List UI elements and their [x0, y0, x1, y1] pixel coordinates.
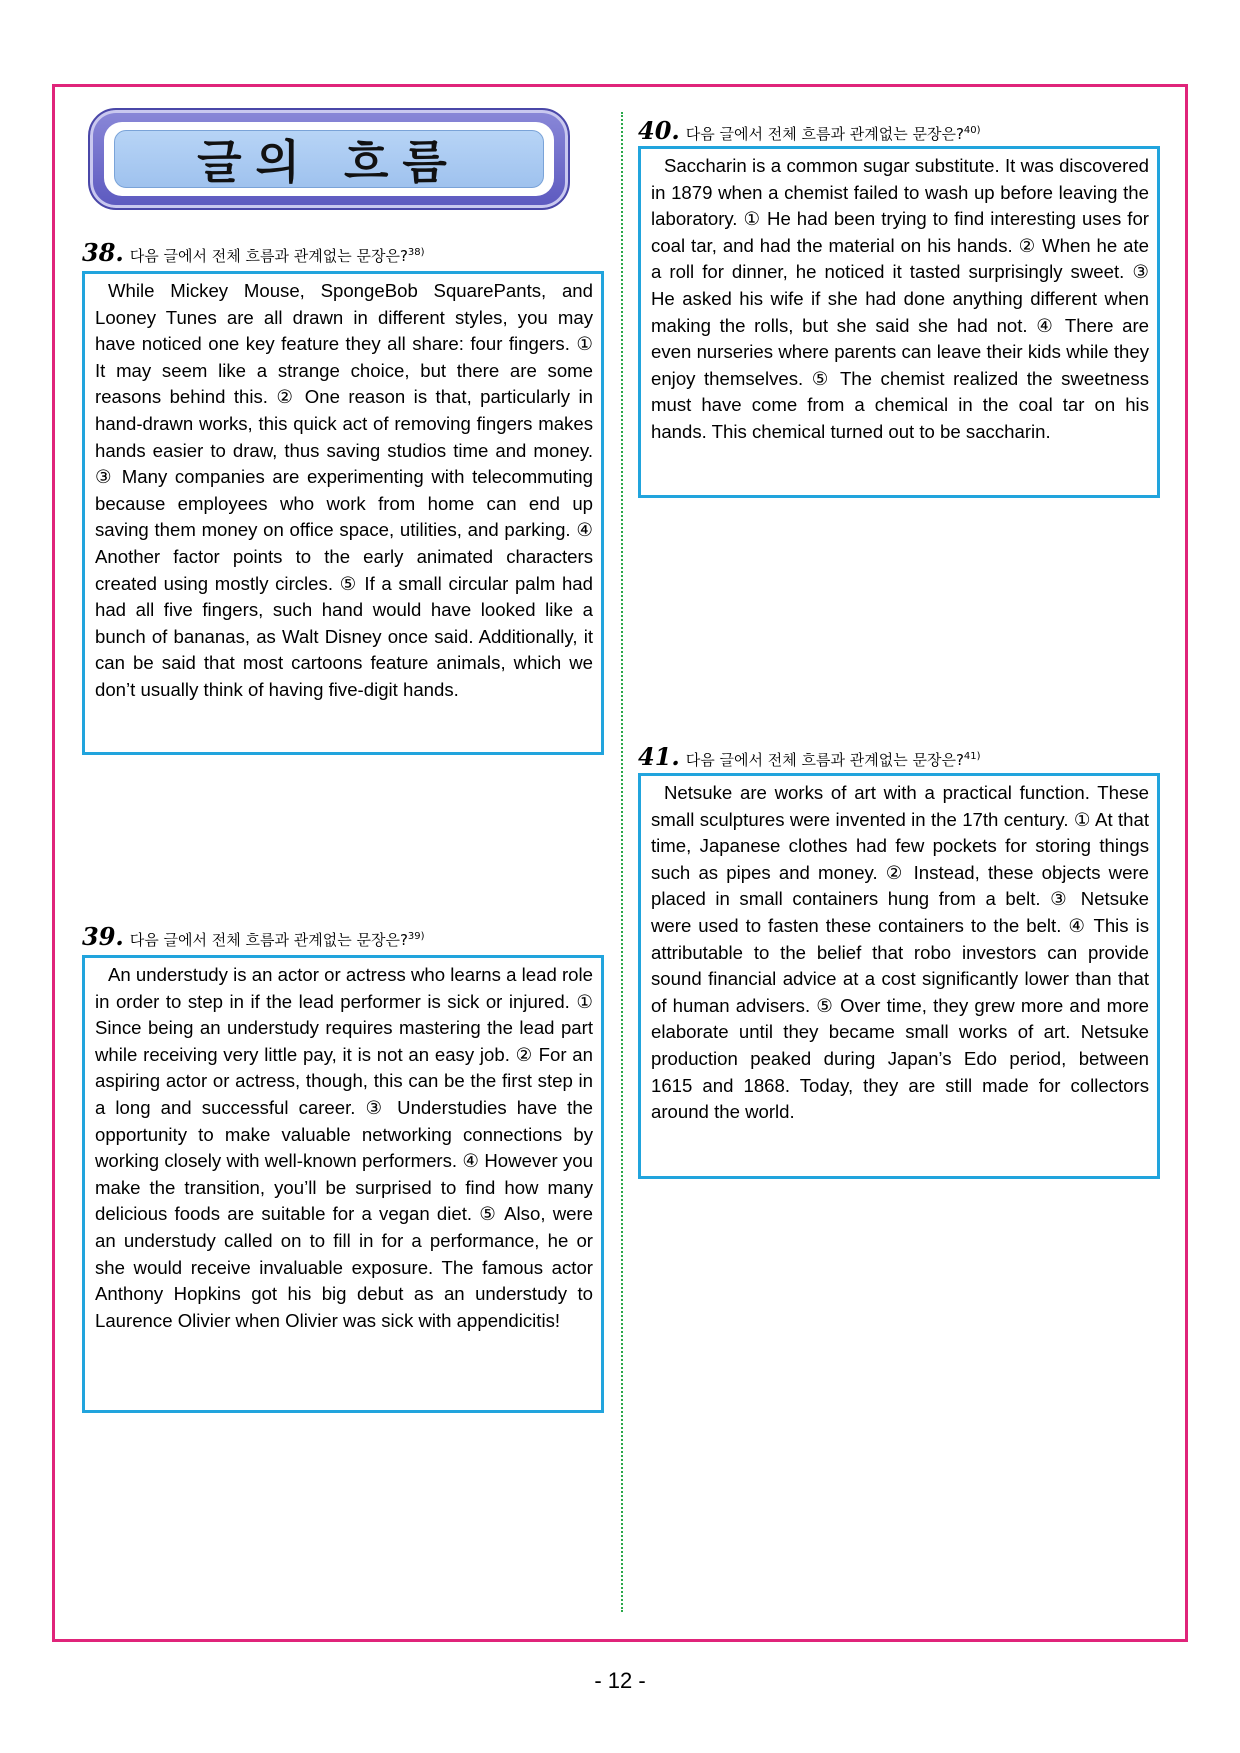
footnote-marker: 38): [407, 247, 425, 258]
question-39-header: [82, 922, 425, 952]
question-39-passage-box: [82, 955, 604, 1413]
passage-text: Saccharin is a common sugar substitute. It was discovered in 1879 when a chemist failed to wash up before leaving the laboratory. ① He had been trying to find interesting uses for coal tar, and had the material on his hands. ② When he ate a roll for dinner, he noticed it tasted surprisingly sweet. ③ He asked his wife if she had done anything different when making the rolls, but she said she had not. ④ There are even nurseries where parents can leave their kids while they enjoy themselves. ⑤ The chemist realized the sweetness must have come from a chemical in the coal tar on his hands. This chemical turned out to be saccharin.: [651, 155, 1149, 442]
column-divider: [621, 112, 623, 1612]
question-40-header: [638, 116, 981, 146]
footnote-marker: 41): [963, 751, 981, 762]
question-38-header: [82, 238, 425, 268]
question-40-passage-box: [638, 146, 1160, 498]
question-38-passage-box: [82, 271, 604, 755]
question-prompt: 다음 글에서 전체 흐름과 관계없는 문장은?$^{40)}$: [685, 125, 981, 143]
footnote-marker: 39): [407, 931, 425, 942]
question-number: 39.: [82, 922, 124, 951]
question-41-passage-box: [638, 773, 1160, 1179]
page-number: - 12 -: [594, 1668, 646, 1693]
passage-text: An understudy is an actor or actress who learns a lead role in order to step in if the lead performer is sick or injured. ① Since being an understudy requires mastering the lead part while receiving very little pay, it is not an easy job. ② For an aspiring actor or actress, though, this can be the first step in a long and successful career. ③ Understudies have the opportunity to make valuable networking connections by working closely with well-known performers. ④ However you make the transition, you’ll be surprised to find how many delicious foods are suitable for a vegan diet. ⑤ Also, were an understudy called on to fill in for a performance, he or she would receive invaluable exposure. The famous actor Anthony Hopkins got his big debut as an understudy to Laurence Olivier when Olivier was sick with appendicitis!: [95, 964, 593, 1331]
question-number: 38.: [82, 238, 124, 267]
footnote-marker: 40): [963, 125, 981, 136]
question-41-header: [638, 742, 981, 772]
question-prompt: 다음 글에서 전체 흐름과 관계없는 문장은?$^{39)}$: [129, 931, 425, 949]
question-prompt: 다음 글에서 전체 흐름과 관계없는 문장은?$^{38)}$: [129, 247, 425, 265]
section-title-banner: [88, 108, 570, 210]
passage-text: While Mickey Mouse, SpongeBob SquarePants, and Looney Tunes are all drawn in different styles, you may have noticed one key feature they all share: four fingers. ① It may seem like a strange choice, but there are some reasons behind this. ② One reason is that, particularly in hand-drawn works, this quick act of removing fingers makes hands easier to draw, thus saving studios time and money. ③ Many companies are experimenting with telecommuting because employees who work from home can end up saving them money on office space, utilities, and parking. ④ Another factor points to the early animated characters created using mostly circles. ⑤ If a small circular palm had had all five fingers, such hand would have looked like a bunch of bananas, as Walt Disney once said. Additionally, it can be said that most cartoons feature animals, which we don’t usually think of having five-digit hands.: [95, 280, 593, 700]
passage-text: Netsuke are works of art with a practical function. These small sculptures were invented in the 17th century. ① At that time, Japanese clothes had few pockets for storing things such as pipes and money. ② Instead, these objects were placed in small containers hung from a belt. ③ Netsuke were used to fasten these containers to the belt. ④ This is attributable to the belief that robo investors can provide sound financial advice at a cost significantly lower than that of human advisers. ⑤ Over time, they grew more and more elaborate until they became small works of art. Netsuke production peaked during Japan’s Edo period, between 1615 and 1868. Today, they are still made for collectors around the world.: [651, 782, 1149, 1123]
section-title: 글의 흐름: [197, 135, 461, 189]
question-number: 40.: [638, 116, 680, 145]
question-prompt: 다음 글에서 전체 흐름과 관계없는 문장은?$^{41)}$: [685, 751, 981, 769]
question-number: 41.: [638, 742, 680, 771]
